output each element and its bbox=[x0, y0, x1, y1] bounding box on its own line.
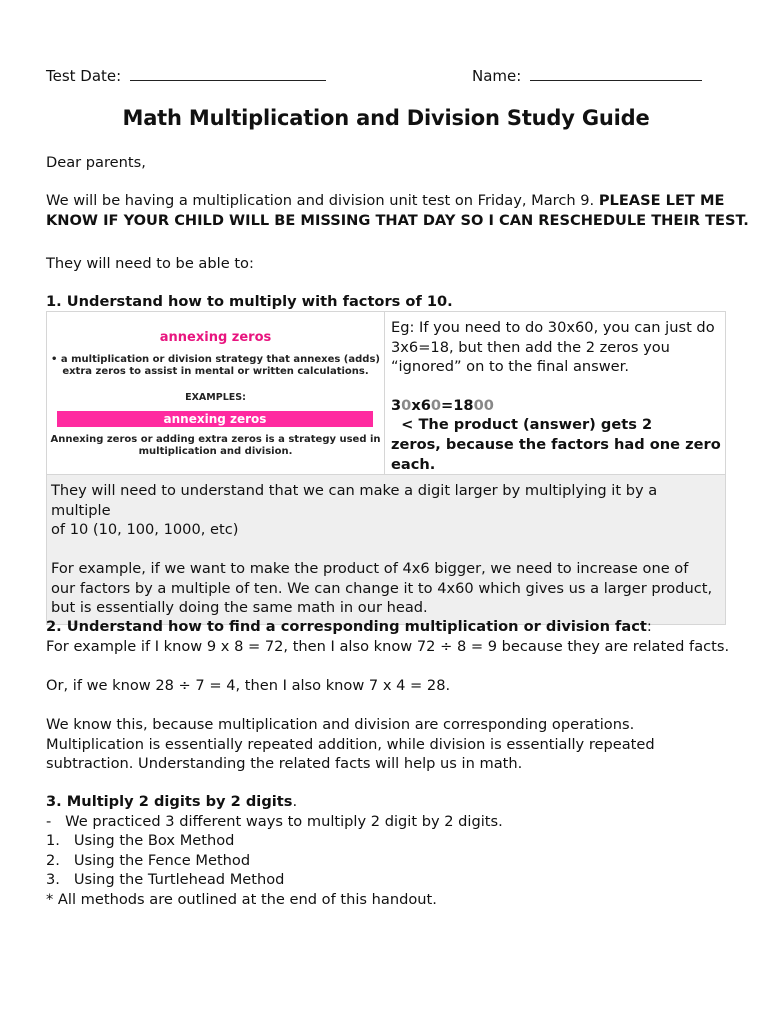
intro-text: We will be having a multiplication and division unit test on Friday, March 9. bbox=[46, 192, 599, 209]
section2-colon: : bbox=[646, 618, 652, 635]
section3 bbox=[46, 792, 503, 910]
method-item-fence: 2. Using the Fence Method bbox=[46, 851, 251, 869]
explain-line-1: They will need to understand that we can make a digit larger by multiplying it by a multiple bbox=[51, 482, 658, 519]
section3-period: . bbox=[292, 793, 298, 810]
explanation-cell bbox=[47, 475, 726, 625]
test-date-blank bbox=[130, 66, 326, 81]
section3-note: * All methods are outlined at the end of this handout. bbox=[46, 890, 437, 908]
eq-part-a: 3 bbox=[391, 396, 402, 414]
test-date-label: Test Date: bbox=[46, 67, 122, 85]
name-label: Name: bbox=[472, 67, 522, 85]
example-text bbox=[51, 559, 721, 618]
explain-text bbox=[51, 481, 721, 540]
eq-zeros-3: 00 bbox=[473, 396, 494, 414]
example-line-1: For example, if we want to make the product of 4x6 bigger, we need to increase one of bbox=[51, 559, 689, 577]
eg-text bbox=[391, 318, 721, 377]
section2-line-1: For example if I know 9 x 8 = 72, then I also know 72 ÷ 8 = 9 because they are related facts. bbox=[46, 637, 730, 655]
eq-part-e: =18 bbox=[441, 396, 474, 414]
section2-line-4: Multiplication is essentially repeated addition, while division is essentially repeated bbox=[46, 735, 655, 753]
example-line-2: our factors by a multiple of ten. We can change it to 4x60 which gives us a larger product, bbox=[51, 579, 713, 597]
section2-line-2: Or, if we know 28 ÷ 7 = 4, then I also know 7 x 4 = 28. bbox=[46, 676, 451, 694]
annexing-zeros-definition bbox=[47, 354, 384, 378]
eg-line-3: “ignored” on to the final answer. bbox=[391, 358, 629, 376]
caption-line-2: multiplication and division. bbox=[138, 446, 293, 457]
definition-line-1: • a multiplication or division strategy that annexes (adds) bbox=[51, 354, 380, 365]
eq-zero-1: 0 bbox=[401, 396, 412, 414]
annexing-zeros-caption bbox=[47, 434, 384, 458]
eq-tail: < The product (answer) gets 2 bbox=[391, 416, 653, 434]
intro-bold-1: PLEASE LET ME bbox=[598, 192, 725, 209]
test-date-field bbox=[46, 66, 326, 85]
annexing-zeros-bar: annexing zeros bbox=[57, 411, 373, 427]
eg-line-2: 3x6=18, but then add the 2 zeros you bbox=[391, 338, 670, 356]
eq-line-2: zeros, because the factors had one zero bbox=[391, 435, 721, 453]
product-equation bbox=[391, 396, 721, 474]
definition-line-2: extra zeros to assist in mental or written calculations. bbox=[62, 366, 369, 377]
intro-bold-2: KNOW IF YOUR CHILD WILL BE MISSING THAT DAY SO I CAN RESCHEDULE THEIR TEST. bbox=[46, 211, 749, 229]
able-to-text: They will need to be able to: bbox=[46, 255, 254, 272]
method-item-turtlehead: 3. Using the Turtlehead Method bbox=[46, 871, 285, 889]
section2-line-3: We know this, because multiplication and division are corresponding operations. bbox=[46, 715, 635, 733]
section1-table bbox=[46, 311, 726, 625]
name-blank bbox=[530, 66, 702, 81]
eq-part-c: x6 bbox=[411, 396, 431, 414]
eg-line-1: Eg: If you need to do 30x60, you can just do bbox=[391, 319, 715, 336]
intro-paragraph bbox=[46, 191, 749, 230]
explain-line-2: of 10 (10, 100, 1000, etc) bbox=[51, 521, 239, 539]
examples-label: EXAMPLES: bbox=[185, 392, 246, 403]
annexing-zeros-title: annexing zeros bbox=[159, 330, 272, 345]
section2 bbox=[46, 617, 729, 774]
eq-zero-2: 0 bbox=[430, 396, 442, 414]
example-explanation-cell bbox=[385, 312, 726, 475]
method-item-box: 1. Using the Box Method bbox=[46, 832, 235, 850]
greeting: Dear parents, bbox=[46, 154, 146, 171]
name-field bbox=[472, 66, 702, 85]
section2-heading: 2. Understand how to find a corresponding multiplication or division fact bbox=[46, 618, 647, 635]
section1-heading: 1. Understand how to multiply with factors of 10. bbox=[46, 293, 453, 310]
section3-bullet: - We practiced 3 different ways to multiply 2 digit by 2 digits. bbox=[46, 812, 503, 830]
page-title: Math Multiplication and Division Study Guide bbox=[122, 106, 650, 130]
caption-line-1: Annexing zeros or adding extra zeros is a strategy used in bbox=[50, 434, 381, 445]
eq-line-3: each. bbox=[391, 455, 436, 473]
annexing-zeros-image bbox=[47, 312, 385, 475]
section2-line-5: subtraction. Understanding the related facts will help us in math. bbox=[46, 755, 523, 773]
section3-heading: 3. Multiply 2 digits by 2 digits bbox=[46, 793, 293, 810]
example-line-3: but is essentially doing the same math in our head. bbox=[51, 599, 428, 617]
